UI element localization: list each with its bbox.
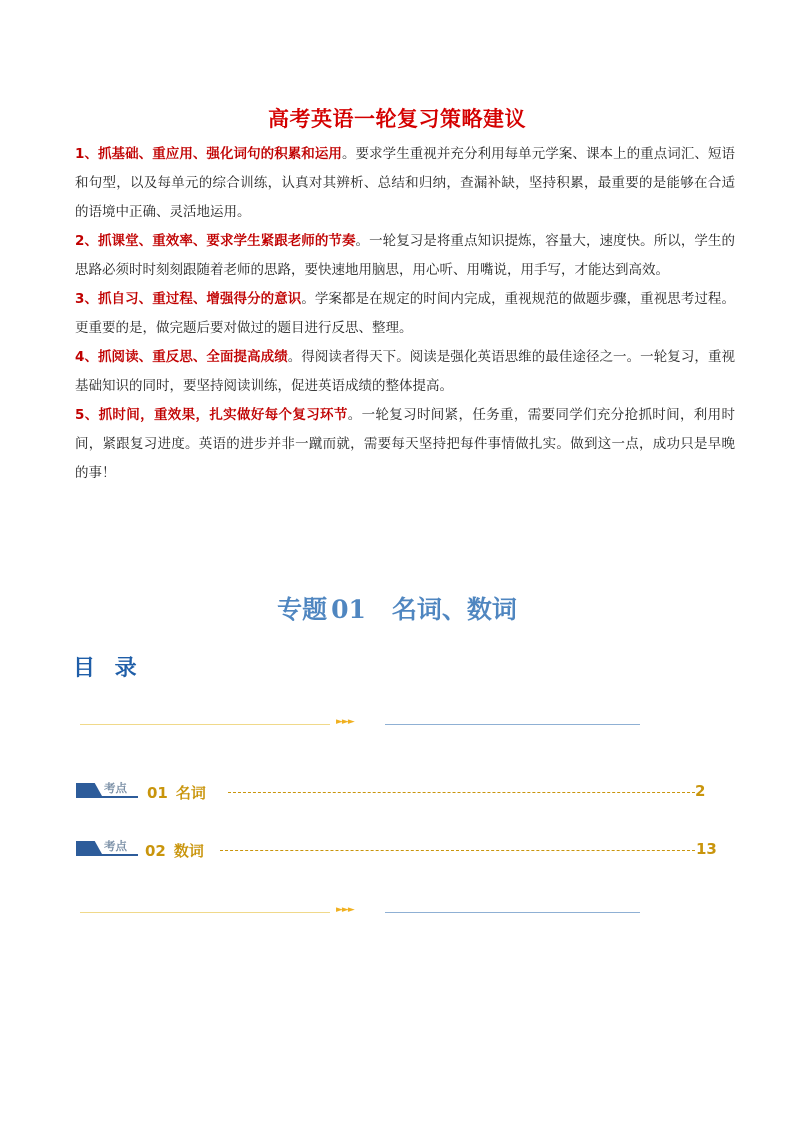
divider-line-blue — [385, 912, 640, 913]
kaodian-badge — [75, 780, 141, 800]
topic-title — [0, 590, 794, 626]
badge-label: 考点 — [104, 781, 127, 795]
toc-entry-num: 02 — [145, 842, 166, 860]
tip-head: 4、抓阅读、重反思、全面提高成绩 — [75, 349, 288, 365]
tip-head: 1、抓基础、重应用、强化词句的积累和运用 — [75, 146, 342, 162]
tip-1 — [75, 140, 735, 227]
badge-underline — [76, 796, 138, 798]
kaodian-badge — [75, 838, 141, 858]
toc-item-2[interactable] — [75, 838, 715, 860]
badge-label: 考点 — [104, 839, 127, 853]
topic-prefix: 专题 — [277, 595, 328, 624]
tip-4 — [75, 343, 735, 401]
toc-divider-bottom — [80, 907, 640, 919]
topic-name: 名词、数词 — [391, 595, 517, 624]
toc-entry-name: 名词 — [175, 784, 206, 802]
tip-body: 。一轮复习时间紧，任务重，需要同学们充分抢抓时间，利用时间，紧跟复习进度。英语的进步并非一蹴而就，需要每天坚持把每件事情做扎实。做到这一点，成功只是早晚的事！ — [75, 407, 735, 481]
tip-head: 2、抓课堂、重效率、要求学生紧跟老师的节奏 — [75, 233, 356, 249]
tip-5 — [75, 401, 735, 488]
divider-line-gold — [80, 912, 330, 913]
triple-arrow-icon: ►►► — [336, 717, 354, 727]
badge-flag-icon — [76, 841, 102, 854]
toc-entry-title[interactable] — [147, 782, 206, 803]
page-title: 高考英语一轮复习策略建议 — [268, 107, 526, 131]
toc-leader-dashes — [228, 792, 695, 793]
toc-divider-top — [80, 719, 640, 731]
toc-entry-name: 数词 — [173, 842, 204, 860]
divider-line-blue — [385, 724, 640, 725]
tip-3 — [75, 285, 735, 343]
toc-entry-title[interactable] — [145, 840, 204, 861]
toc-item-1[interactable] — [75, 780, 715, 802]
badge-underline — [76, 854, 138, 856]
tip-body: 。学案都是在规定的时间内完成，重视规范的做题步骤，重视思考过程。更重要的是，做完题后要对做过的题目进行反思、整理。 — [75, 291, 735, 336]
toc-page-number: 2 — [695, 782, 706, 800]
tip-body: 。得阅读者得天下。阅读是强化英语思维的最佳途径之一。一轮复习，重视基础知识的同时，要坚持阅读训练，促进英语成绩的整体提高。 — [75, 349, 735, 394]
toc-page-number: 13 — [696, 840, 717, 858]
toc-entry-num: 01 — [147, 784, 168, 802]
topic-number: 01 — [331, 595, 366, 624]
tip-body: 。要求学生重视并充分利用每单元学案、课本上的重点词汇、短语和句型，以及每单元的综合训练，认真对其辨析、总结和归纳，查漏补缺，坚持积累，最重要的是能够在合适的语境中正确、灵活地运用。 — [75, 146, 735, 220]
tip-2 — [75, 227, 735, 285]
toc-heading: 目 录 — [73, 656, 143, 681]
divider-line-gold — [80, 724, 330, 725]
strategy-tips — [75, 140, 735, 488]
tip-body: 。一轮复习是将重点知识提炼，容量大，速度快。所以，学生的思路必须时时刻刻跟随着老师的思路，要快速地用脑思，用心听、用嘴说，用手写，才能达到高效。 — [75, 233, 735, 278]
toc-leader-dashes — [220, 850, 695, 851]
tip-head: 5、抓时间，重效果，扎实做好每个复习环节 — [75, 407, 348, 423]
tip-head: 3、抓自习、重过程、增强得分的意识 — [75, 291, 302, 307]
triple-arrow-icon: ►►► — [336, 905, 354, 915]
badge-flag-icon — [76, 783, 102, 796]
